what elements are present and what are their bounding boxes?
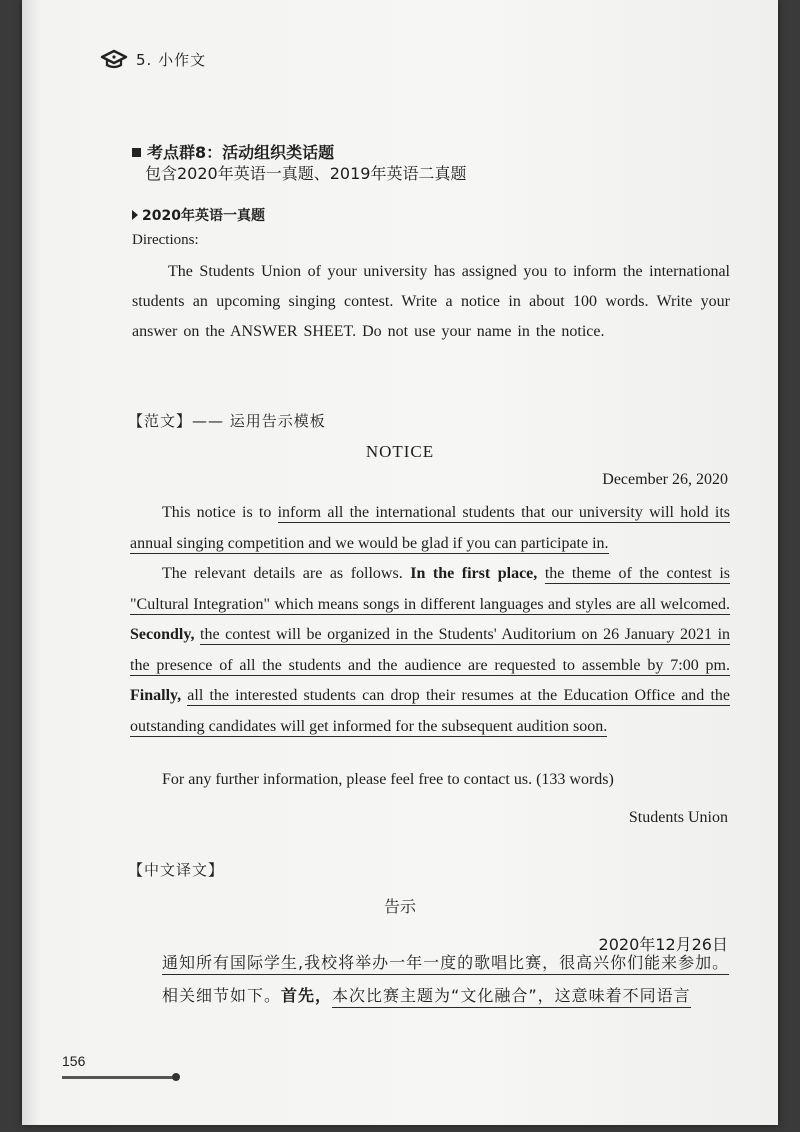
triangle-bullet-icon [132, 210, 138, 220]
book-page [22, 0, 778, 1125]
essay-paragraph-2 [130, 559, 730, 742]
essay-transition-second: Secondly, [130, 626, 195, 643]
essay-p2-segment-3: all the interested students can drop their resumes at the Education Office and the outstanding candidates will get informed for the subsequent audition soon. [130, 687, 731, 735]
model-essay-label: 【范文】—— 运用告示模板 [128, 412, 326, 430]
exam-label [132, 205, 265, 225]
translation-title: 告示 [383, 897, 416, 916]
essay-p2-lead: The relevant details are as follows. [162, 565, 411, 582]
translation-p1-underlined: 通知所有国际学生,我校将举办一年一度的歌唱比赛，很高兴你们能来参加。 [162, 953, 729, 975]
section-header: 5. 小作文 [136, 51, 207, 69]
essay-p1-underlined: inform all the international students that our university will hold its annual singing competition and we would be glad if you can participate in. [130, 504, 731, 552]
essay-paragraph-1 [130, 498, 730, 559]
topic-subtitle: 包含2020年英语一真题、2019年英语二真题 [145, 164, 467, 183]
notice-title: NOTICE [365, 442, 435, 461]
directions-label: Directions: [132, 232, 199, 248]
footer-dot [172, 1073, 180, 1081]
translation-transition-first: 首先， [281, 986, 333, 1005]
model-essay-body [130, 498, 730, 742]
essay-p2-segment-2: the contest will be organized in the Students' Auditorium on 26 January 2021 in the presence of all the students and the audience are requested to assemble by 7:00 pm. [130, 626, 731, 674]
topic-title-text: 考点群8：活动组织类话题 [147, 143, 335, 162]
essay-p1-lead: This notice is to [162, 504, 278, 521]
square-bullet-icon [132, 148, 141, 157]
footer-rule [62, 1076, 174, 1079]
notice-date: December 26, 2020 [602, 471, 728, 488]
essay-transition-finally: Finally, [130, 687, 182, 704]
page-number: 156 [62, 1053, 86, 1069]
essay-transition-first: In the first place, [410, 565, 538, 582]
translation-body [132, 946, 732, 1012]
essay-signature: Students Union [628, 809, 728, 826]
translation-paragraph-1 [132, 946, 732, 979]
translation-paragraph-2 [132, 979, 732, 1012]
topic-title [132, 140, 334, 163]
translation-p2-underlined: 本次比赛主题为“文化融合”，这意味着不同语言 [332, 986, 691, 1008]
graduation-cap-icon [100, 48, 128, 70]
translation-p2-lead: 相关细节如下。 [162, 986, 282, 1005]
translation-label: 【中文译文】 [128, 861, 225, 879]
directions-text: The Students Union of your university has assigned you to inform the international students an upcoming singing contest. Write a notice in about 100 words. Write your answer on the ANSWER SHEET. Do not use your name in the notice. [132, 263, 730, 340]
essay-closing: For any further information, please feel free to contact us. (133 words) [162, 771, 614, 788]
exam-label-text: 2020年英语一真题 [142, 208, 265, 224]
translation-date: 2020年12月26日 [598, 935, 728, 954]
essay-p2-segment-1: the theme of the contest is "Cultural Integration" which means songs in different languages and styles are all welcomed. [130, 565, 731, 613]
